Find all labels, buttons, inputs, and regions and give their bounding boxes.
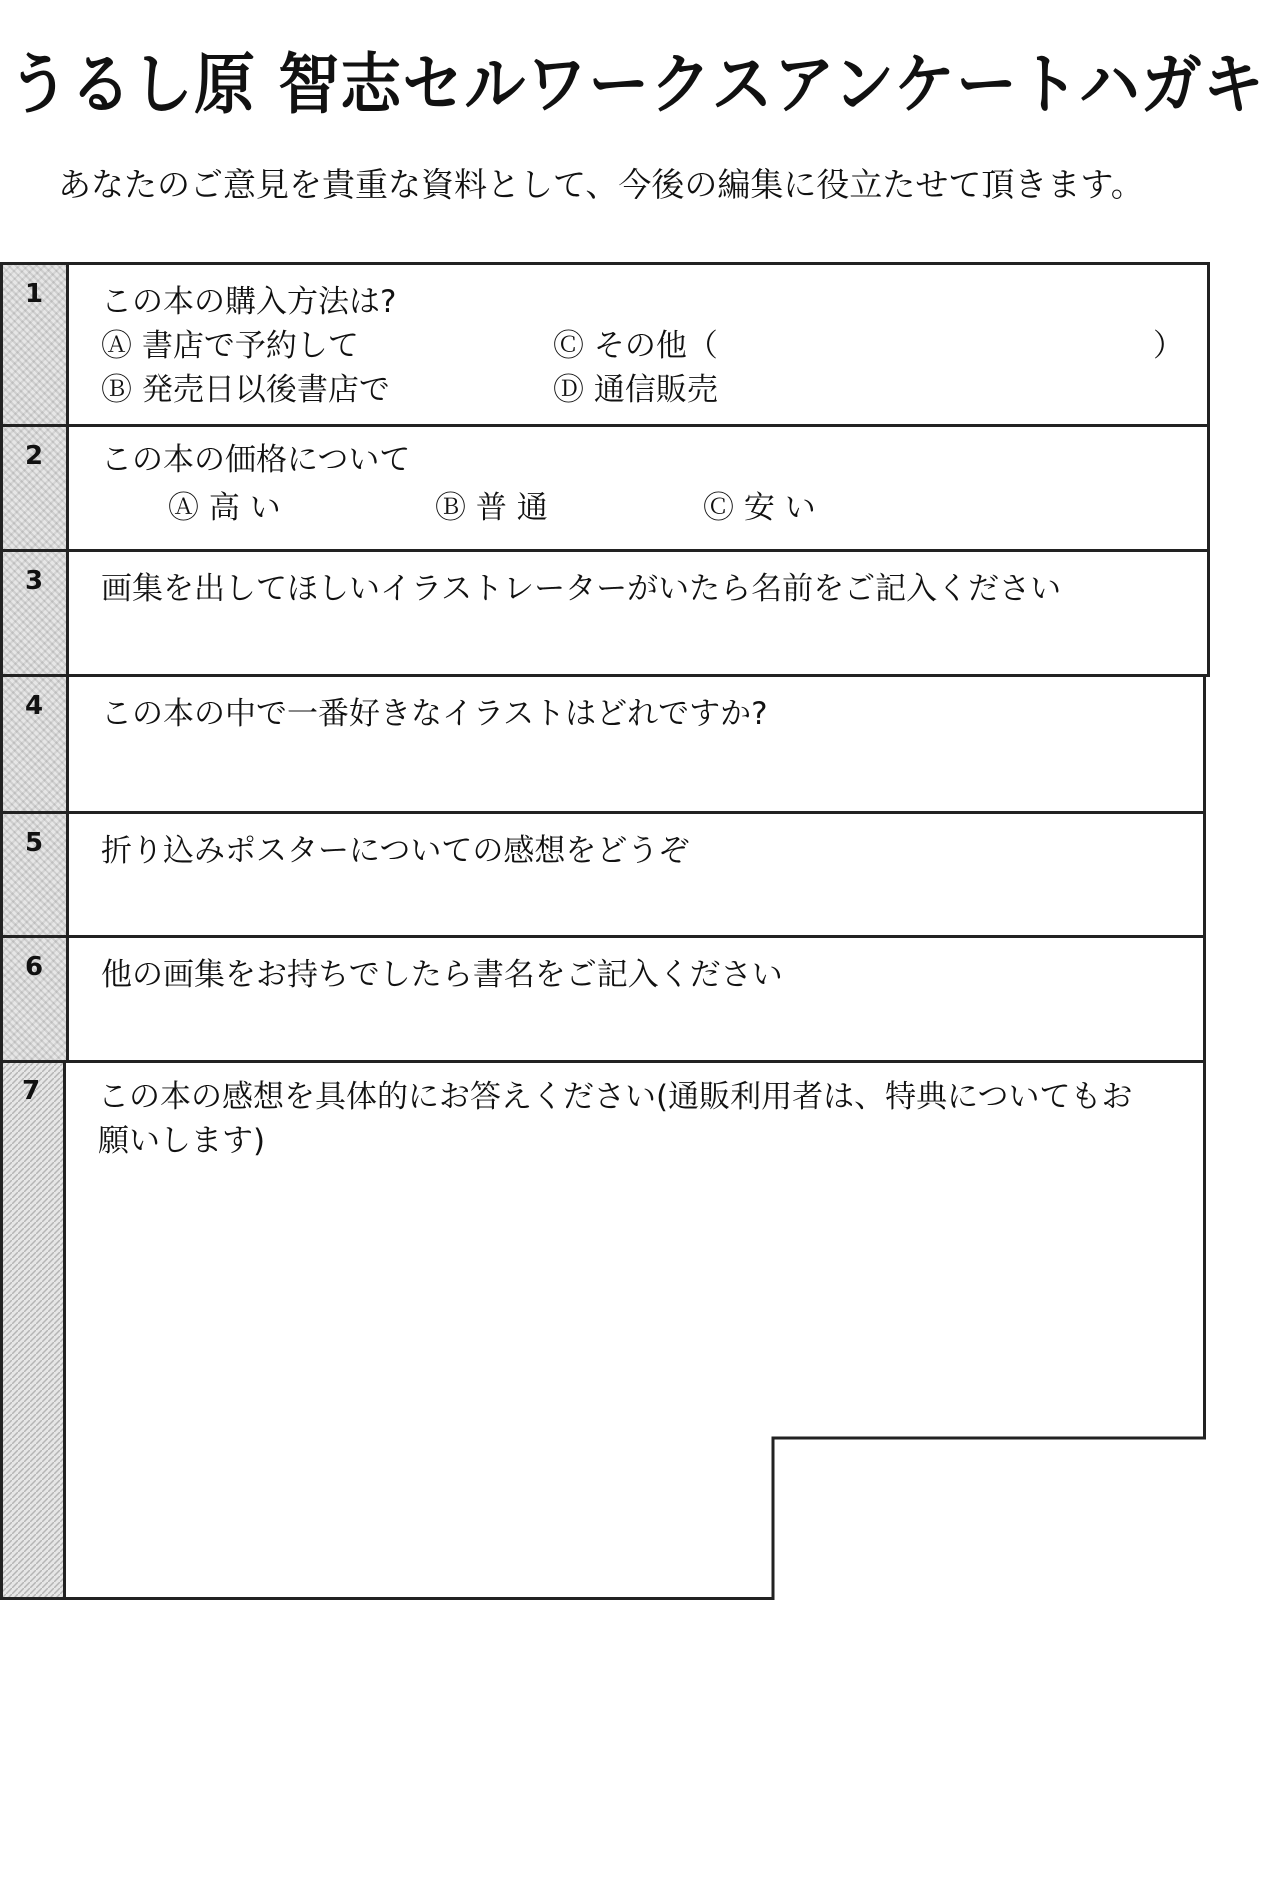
question-3	[0, 549, 1210, 677]
option-b[interactable]: Ⓑ 発売日以後書店で	[101, 372, 390, 408]
question-number: 2	[25, 441, 44, 471]
question-number: 4	[25, 691, 44, 721]
question-number-box	[3, 552, 69, 674]
question-number: 3	[25, 566, 44, 596]
question-4	[0, 674, 1206, 814]
question-6	[0, 935, 1206, 1063]
question-text: 画集を出してほしいイラストレーターがいたら名前をご記入ください	[101, 571, 1062, 607]
question-text: この本の購入方法は?	[101, 284, 397, 320]
question-text: この本の中で一番好きなイラストはどれですか?	[101, 696, 768, 732]
question-number-box	[3, 677, 69, 811]
option-c-close-paren: ）	[1153, 328, 1184, 364]
question-number: 7	[22, 1076, 41, 1106]
option-d[interactable]: Ⓓ 通信販売	[553, 372, 718, 408]
question-number-box	[3, 814, 69, 935]
question-2	[0, 424, 1210, 552]
question-5	[0, 811, 1206, 938]
question-number-box	[3, 265, 69, 424]
option-b[interactable]: Ⓑ 普 通	[435, 490, 548, 526]
page-title: うるし原 智志セルワークスアンケートハガキ	[8, 46, 1265, 124]
question-7	[0, 1060, 1206, 1600]
question-number: 6	[25, 952, 44, 982]
option-c[interactable]: Ⓒ その他（	[553, 328, 718, 364]
question-number: 1	[25, 279, 44, 309]
question-text: 他の画集をお持ちでしたら書名をご記入ください	[101, 957, 783, 993]
question-text-line1: この本の感想を具体的にお答えください(通販利用者は、特典についてもお	[98, 1079, 1133, 1115]
option-a[interactable]: Ⓐ 高 い	[168, 490, 281, 526]
question-number: 5	[25, 828, 44, 858]
question-text-line2: 願いします)	[98, 1123, 266, 1159]
option-a[interactable]: Ⓐ 書店で予約して	[101, 328, 359, 364]
question-text: この本の価格について	[101, 442, 411, 478]
question-text: 折り込みポスターについての感想をどうぞ	[101, 833, 690, 869]
option-c[interactable]: Ⓒ 安 い	[703, 490, 816, 526]
question-number-box	[3, 427, 69, 549]
question-1	[0, 262, 1210, 427]
page-subtitle: あなたのご意見を貴重な資料として、今後の編集に役立たせて頂きます。	[58, 165, 1144, 204]
question-number-box	[3, 938, 69, 1060]
